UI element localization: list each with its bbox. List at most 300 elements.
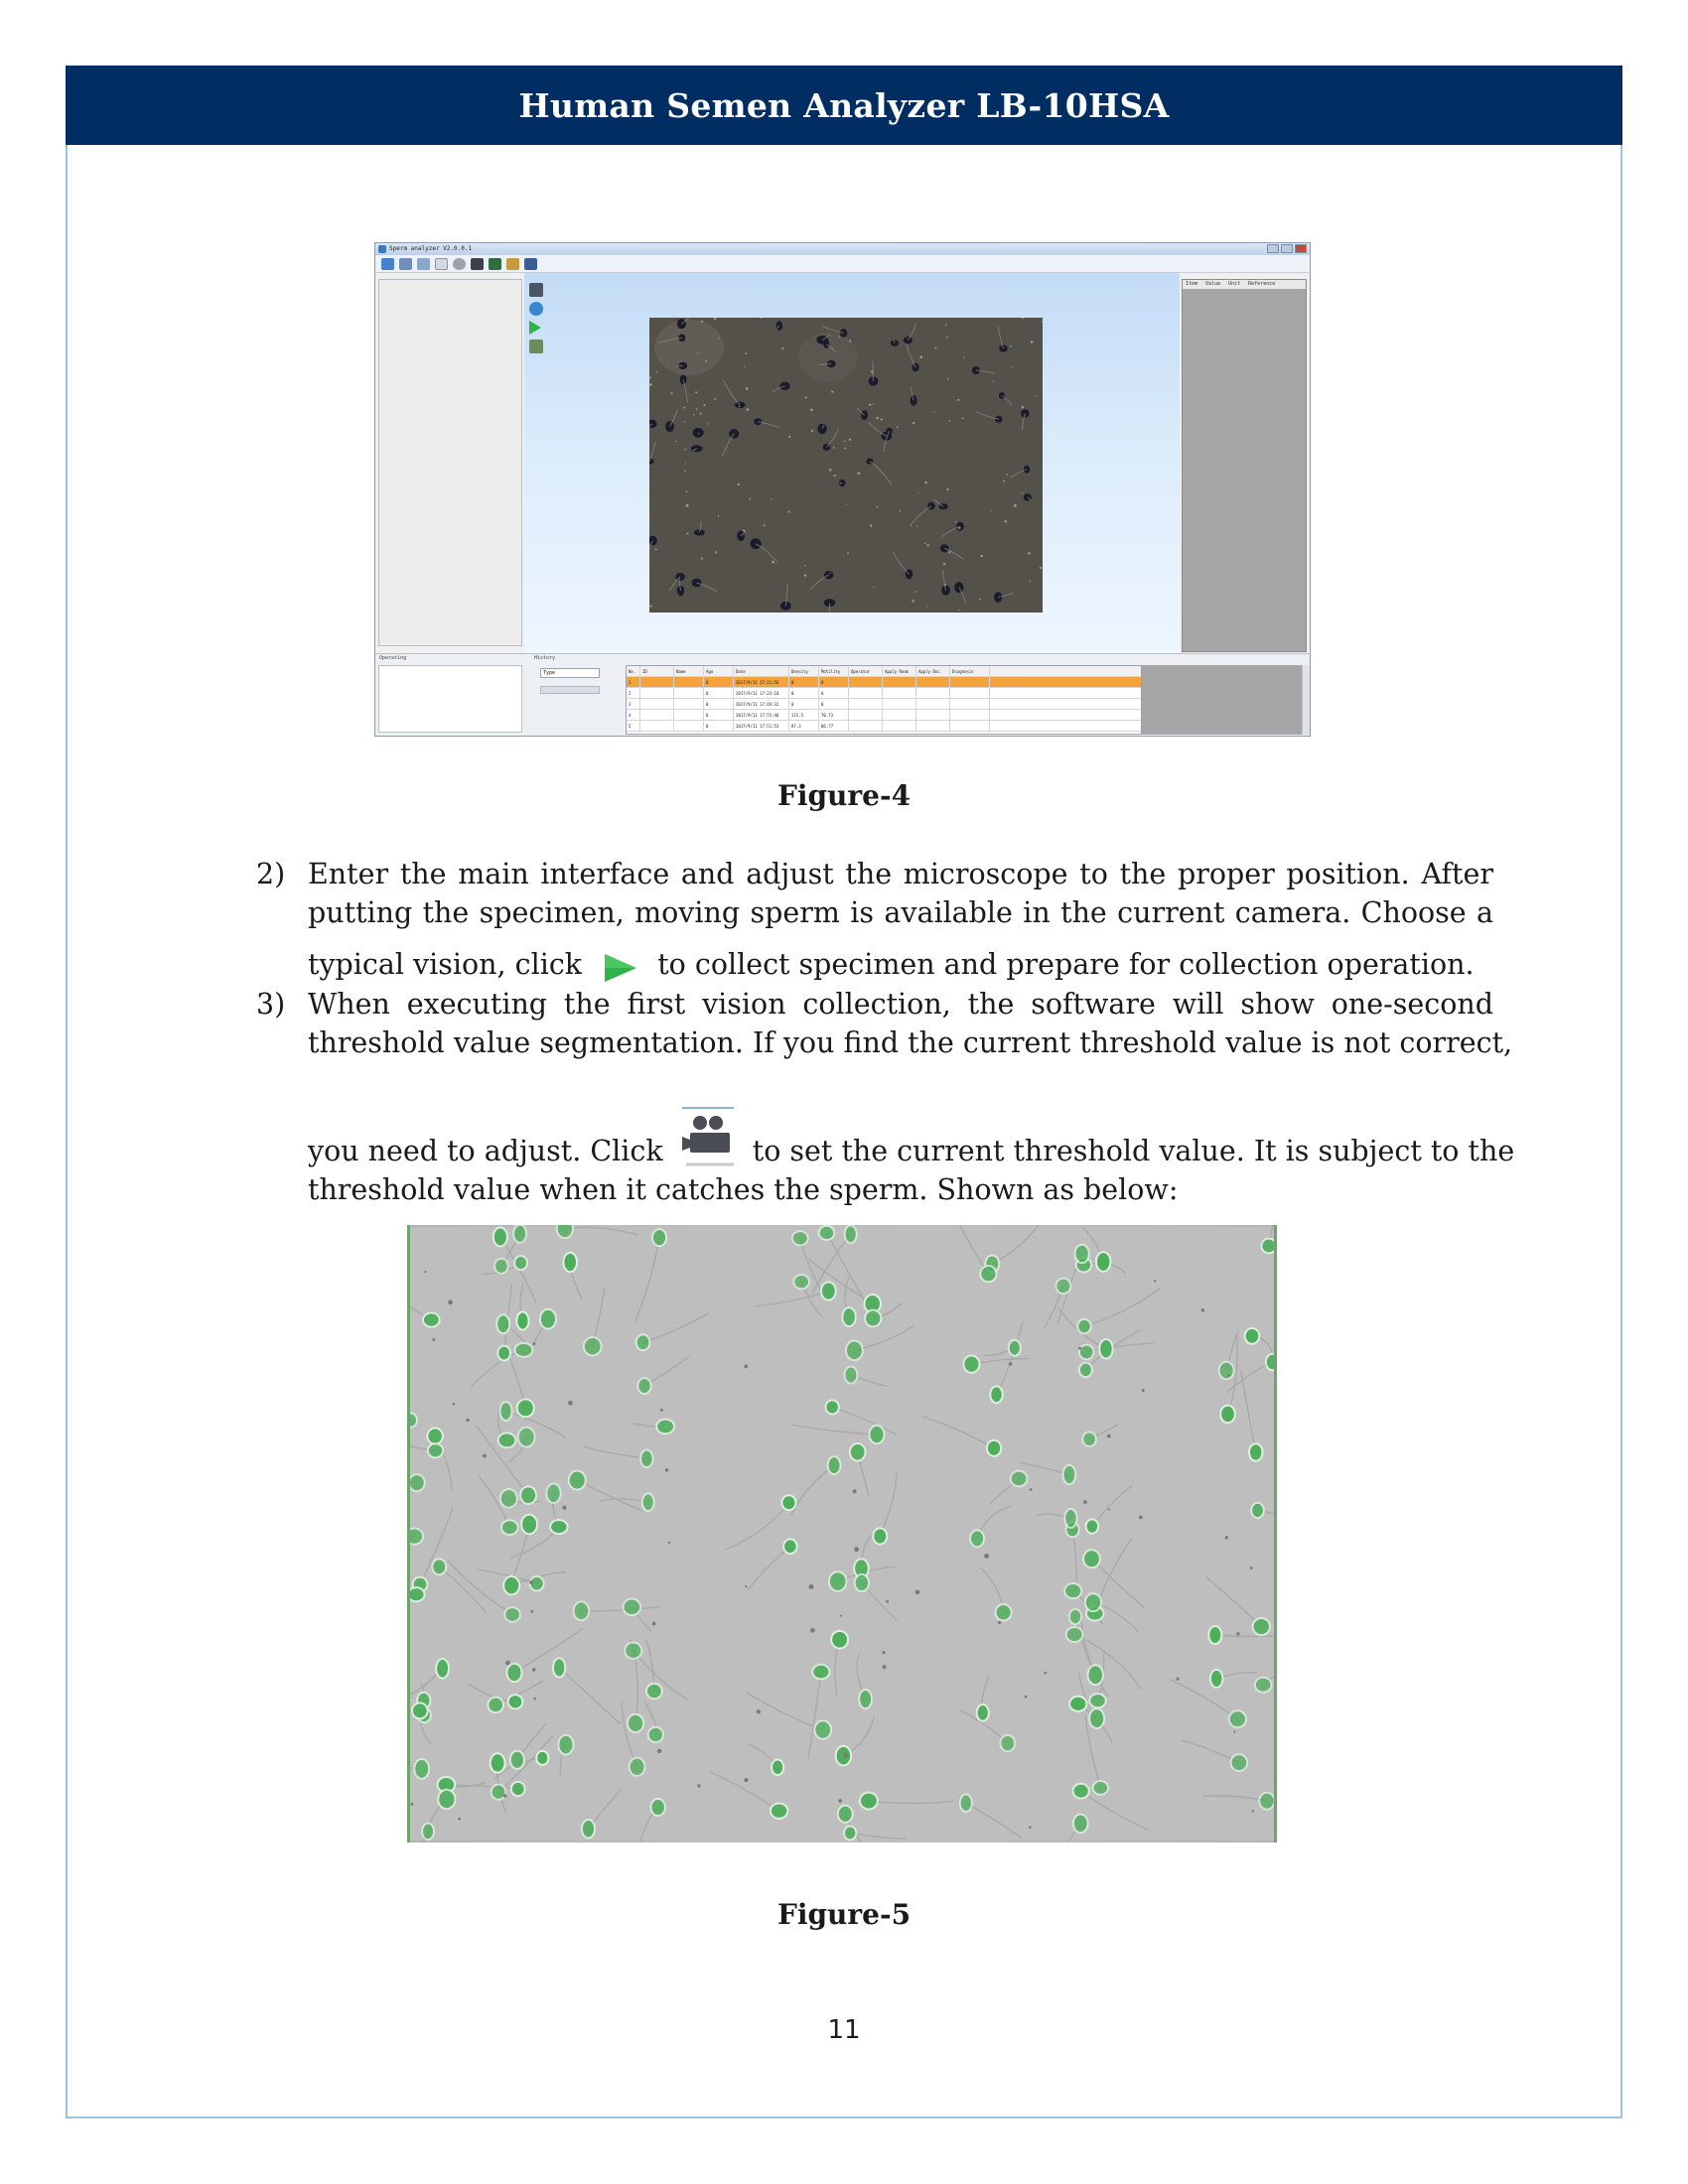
query-button bbox=[540, 686, 600, 694]
debris-particle bbox=[914, 591, 915, 592]
debris-particle bbox=[1233, 1730, 1235, 1732]
record-icon bbox=[453, 258, 466, 270]
table-cell: 0 bbox=[704, 688, 734, 698]
col-reference: Reference bbox=[1248, 281, 1276, 287]
table-cell: 2017/9/11 17:23:10 bbox=[734, 688, 789, 698]
sperm-head-highlight bbox=[650, 1799, 665, 1816]
sperm-head-highlight bbox=[793, 1275, 809, 1289]
sperm-head bbox=[1021, 409, 1030, 417]
debris-particle bbox=[568, 1401, 573, 1406]
sperm-head-highlight bbox=[498, 1433, 516, 1447]
debris-particle bbox=[838, 1799, 842, 1803]
table-row bbox=[627, 721, 1141, 732]
sperm-head-highlight bbox=[511, 1782, 525, 1796]
sperm-head-highlight bbox=[422, 1824, 434, 1840]
debris-particle bbox=[649, 606, 651, 608]
sperm-head-highlight bbox=[980, 1266, 996, 1282]
sperm-head bbox=[818, 424, 827, 435]
debris-particle bbox=[958, 610, 959, 611]
sperm-head-highlight bbox=[1072, 1784, 1088, 1799]
sperm-head-highlight bbox=[521, 1515, 537, 1535]
debris-particle bbox=[684, 449, 686, 451]
table-cell bbox=[640, 688, 674, 698]
camera-icon bbox=[678, 1105, 738, 1174]
sperm-head-highlight bbox=[842, 1307, 856, 1326]
debris-particle bbox=[424, 1271, 426, 1273]
table-cell: Density bbox=[789, 666, 819, 676]
debris-particle bbox=[840, 1615, 842, 1617]
table-cell: 0 bbox=[789, 677, 819, 687]
debris-particle bbox=[962, 417, 964, 419]
debris-particle bbox=[920, 355, 923, 358]
sperm-head bbox=[776, 321, 782, 331]
sperm-head-highlight bbox=[829, 1571, 846, 1591]
debris-particle bbox=[811, 430, 813, 432]
debris-particle bbox=[844, 441, 846, 443]
table-cell: 0 bbox=[704, 677, 734, 687]
col-value: Value bbox=[1205, 281, 1221, 287]
debris-particle bbox=[764, 524, 766, 526]
sperm-head-highlight bbox=[558, 1735, 573, 1755]
sperm-head-highlight bbox=[506, 1664, 521, 1682]
sperm-head-highlight bbox=[637, 1378, 650, 1394]
debris-particle bbox=[655, 549, 657, 551]
table-row bbox=[627, 688, 1141, 699]
monitor-icon bbox=[381, 258, 394, 270]
minimize-icon bbox=[1267, 244, 1279, 253]
debris-particle bbox=[652, 1622, 656, 1626]
debris-particle bbox=[1010, 345, 1012, 347]
header-bar bbox=[66, 66, 1622, 145]
sperm-head-highlight bbox=[1077, 1319, 1091, 1334]
debris-particle bbox=[829, 469, 832, 472]
sample-list-panel bbox=[378, 279, 522, 646]
debris-particle bbox=[743, 530, 745, 532]
debris-particle bbox=[809, 1584, 814, 1589]
sperm-head-highlight bbox=[642, 1493, 654, 1511]
debris-particle bbox=[882, 1665, 886, 1669]
history-side-panel bbox=[1142, 665, 1307, 735]
debris-particle bbox=[697, 351, 698, 352]
table-cell: 2017/9/11 17:51:53 bbox=[734, 721, 789, 731]
table-cell: 1 bbox=[627, 677, 640, 687]
debris-particle bbox=[788, 436, 790, 438]
sperm-head-highlight bbox=[625, 1642, 641, 1658]
sperm-head-highlight bbox=[640, 1449, 653, 1467]
debris-particle bbox=[739, 406, 741, 408]
sperm-head bbox=[691, 445, 703, 452]
debris-particle bbox=[849, 439, 851, 441]
sperm-head-highlight bbox=[865, 1310, 881, 1327]
sperm-head-highlight bbox=[1064, 1509, 1076, 1528]
sperm-head-highlight bbox=[845, 1225, 857, 1243]
debris-particle bbox=[1142, 1389, 1145, 1392]
table-cell bbox=[674, 688, 704, 698]
debris-particle bbox=[833, 447, 835, 449]
sperm-head-highlight bbox=[1086, 1519, 1099, 1533]
operating-label: Operating bbox=[379, 655, 407, 661]
debris-particle bbox=[1042, 322, 1043, 323]
sperm-head-highlight bbox=[977, 1705, 989, 1721]
debris-particle bbox=[676, 441, 677, 442]
sperm-head-highlight bbox=[812, 1665, 829, 1680]
debris-particle bbox=[804, 575, 806, 577]
debris-particle bbox=[984, 1554, 989, 1559]
side-toolbar bbox=[529, 283, 545, 353]
sperm-head-highlight bbox=[624, 1599, 641, 1615]
debris-particle bbox=[1003, 480, 1005, 482]
sperm-head-highlight bbox=[501, 1520, 518, 1535]
refresh-icon bbox=[529, 302, 543, 316]
sperm-head-highlight bbox=[970, 1530, 984, 1547]
toolbar bbox=[375, 255, 1310, 273]
list-number: 2) bbox=[256, 858, 286, 890]
sperm-head-highlight bbox=[414, 1759, 429, 1779]
sperm-head-highlight bbox=[844, 1367, 857, 1384]
table-row bbox=[627, 699, 1141, 710]
debris-particle bbox=[934, 347, 936, 349]
sperm-head-highlight bbox=[1249, 1443, 1263, 1460]
debris-particle bbox=[1154, 1280, 1156, 1282]
table-cell bbox=[640, 677, 674, 687]
app-icon bbox=[378, 245, 386, 253]
sperm-head-highlight bbox=[514, 1256, 527, 1270]
debris-particle bbox=[1201, 1308, 1204, 1311]
debris-particle bbox=[1007, 474, 1009, 476]
sperm-head-highlight bbox=[1259, 1793, 1274, 1810]
table-cell: No. bbox=[627, 666, 640, 676]
sperm-head-highlight bbox=[510, 1751, 524, 1769]
table-cell: 0 bbox=[704, 699, 734, 709]
history-scrollbar bbox=[1302, 665, 1310, 735]
table-cell bbox=[883, 688, 916, 698]
sperm-head-highlight bbox=[427, 1429, 442, 1444]
sperm-head-highlight bbox=[1220, 1406, 1235, 1423]
debris-particle bbox=[665, 1468, 668, 1471]
debris-particle bbox=[703, 404, 705, 406]
debris-particle bbox=[831, 390, 833, 392]
sperm-head-highlight bbox=[1093, 1781, 1108, 1795]
sperm-head-highlight bbox=[553, 1658, 565, 1677]
figure-5-caption: Figure-5 bbox=[776, 1898, 912, 1931]
debris-particle bbox=[1040, 567, 1042, 569]
debris-particle bbox=[834, 475, 836, 477]
debris-particle bbox=[718, 515, 720, 517]
debris-particle bbox=[684, 471, 686, 473]
table-cell: Operator bbox=[849, 666, 883, 676]
sperm-head-highlight bbox=[646, 1684, 662, 1699]
debris-particle bbox=[1227, 1375, 1230, 1378]
window-title-bar bbox=[375, 243, 1310, 255]
debris-particle bbox=[1031, 341, 1034, 343]
sperm-head-highlight bbox=[1245, 1328, 1260, 1344]
sperm-head-highlight bbox=[1064, 1583, 1081, 1598]
debris-particle bbox=[1030, 1488, 1033, 1491]
debris-particle bbox=[747, 408, 750, 411]
sperm-head-highlight bbox=[513, 1225, 526, 1243]
sperm-head-highlight bbox=[508, 1695, 523, 1708]
debris-particle bbox=[660, 1409, 663, 1412]
sperm-head-highlight bbox=[1229, 1710, 1246, 1727]
table-cell: 86.77 bbox=[819, 721, 849, 731]
table-cell: 87.3 bbox=[789, 721, 819, 731]
sperm-head-highlight bbox=[1089, 1694, 1105, 1707]
debris-particle bbox=[757, 1709, 761, 1713]
debris-particle bbox=[562, 1506, 566, 1510]
sperm-head-highlight bbox=[1069, 1609, 1081, 1624]
sperm-head-highlight bbox=[819, 1226, 834, 1240]
sperm-head-highlight bbox=[869, 1426, 884, 1443]
sperm-head-highlight bbox=[772, 1760, 783, 1775]
debris-particle bbox=[805, 396, 807, 398]
tools-icon bbox=[471, 258, 484, 270]
table-cell: 0 bbox=[789, 688, 819, 698]
sperm-head-highlight bbox=[423, 1312, 440, 1326]
sperm-head-highlight bbox=[540, 1309, 556, 1329]
debris-particle bbox=[873, 587, 874, 588]
debris-particle bbox=[912, 600, 914, 603]
debris-particle bbox=[705, 360, 707, 362]
page-number: 11 bbox=[827, 2015, 861, 2045]
debris-particle bbox=[503, 1794, 507, 1798]
sperm-head-highlight bbox=[873, 1528, 887, 1544]
sperm-head bbox=[904, 337, 913, 343]
sperm-head-highlight bbox=[636, 1334, 650, 1350]
debris-particle bbox=[657, 1749, 662, 1754]
figure-4-screenshot bbox=[374, 242, 1311, 737]
debris-particle bbox=[981, 555, 983, 557]
debris-particle bbox=[687, 533, 689, 535]
debris-particle bbox=[1107, 1434, 1111, 1438]
sperm-head bbox=[1024, 466, 1030, 474]
step-2-text-a: typical vision, click bbox=[308, 948, 583, 981]
sperm-head-highlight bbox=[1063, 1465, 1076, 1484]
sperm-head-highlight bbox=[855, 1574, 869, 1591]
figure-4-caption: Figure-4 bbox=[776, 779, 912, 812]
debris-particle bbox=[744, 1778, 748, 1782]
table-cell bbox=[640, 710, 674, 720]
debris-particle bbox=[810, 1628, 815, 1633]
image-icon bbox=[417, 258, 430, 270]
debris-particle bbox=[945, 324, 947, 326]
sperm-head-highlight bbox=[409, 1474, 425, 1491]
debris-particle bbox=[990, 510, 991, 511]
debris-particle bbox=[926, 544, 928, 546]
table-cell: Date bbox=[734, 666, 789, 676]
table-cell: 115.5 bbox=[789, 710, 819, 720]
table-cell bbox=[950, 677, 990, 687]
sperm-head-highlight bbox=[407, 1413, 417, 1428]
debris-particle bbox=[916, 525, 917, 526]
table-cell: 70.73 bbox=[819, 710, 849, 720]
sperm-head-highlight bbox=[491, 1753, 505, 1772]
debris-particle bbox=[924, 481, 927, 484]
debris-particle bbox=[411, 1803, 414, 1806]
sperm-head-highlight bbox=[574, 1601, 590, 1620]
sperm-head-highlight bbox=[546, 1484, 560, 1503]
sperm-head-highlight bbox=[1079, 1363, 1092, 1378]
sperm-tail bbox=[678, 365, 683, 366]
analyze-icon bbox=[529, 340, 543, 353]
debris-particle bbox=[849, 340, 851, 341]
step-2-line-3 bbox=[308, 945, 1493, 984]
debris-particle bbox=[787, 510, 789, 512]
debris-particle bbox=[1022, 406, 1025, 409]
sperm-head-highlight bbox=[859, 1690, 872, 1708]
sperm-head-highlight bbox=[536, 1751, 548, 1765]
step-3-line-4: threshold value when it catches the sperm. Shown as below: bbox=[308, 1173, 1179, 1206]
table-cell bbox=[674, 710, 704, 720]
sperm-head-highlight bbox=[844, 1826, 856, 1840]
debris-particle bbox=[1029, 1826, 1032, 1829]
sperm-head bbox=[693, 428, 704, 438]
debris-particle bbox=[483, 1454, 487, 1458]
debris-particle bbox=[693, 414, 694, 415]
debris-particle bbox=[505, 1661, 510, 1666]
table-row bbox=[627, 710, 1141, 721]
debris-particle bbox=[696, 408, 698, 410]
sperm-head-highlight bbox=[821, 1282, 836, 1299]
sperm-head-highlight bbox=[990, 1386, 1003, 1403]
sperm-head-highlight bbox=[792, 1231, 808, 1245]
step-3-line-3 bbox=[308, 1105, 1515, 1170]
sperm-head-highlight bbox=[1074, 1245, 1088, 1263]
sperm-head-highlight bbox=[1055, 1279, 1070, 1294]
sperm-head-highlight bbox=[1000, 1735, 1015, 1751]
debris-particle bbox=[771, 498, 772, 499]
step-3-line-1: When executing the first vision collection, the software will show one-second bbox=[308, 988, 1493, 1021]
sperm-head bbox=[754, 418, 762, 425]
debris-particle bbox=[1225, 1536, 1228, 1539]
history-table bbox=[626, 665, 1142, 735]
table-cell bbox=[950, 710, 990, 720]
debris-particle bbox=[1250, 1567, 1253, 1570]
debris-particle bbox=[934, 411, 935, 412]
debris-particle bbox=[926, 606, 927, 607]
debris-particle bbox=[686, 504, 689, 507]
debris-particle bbox=[804, 565, 805, 566]
table-cell bbox=[950, 688, 990, 698]
table-cell bbox=[916, 699, 950, 709]
debris-particle bbox=[744, 366, 745, 367]
debris-particle bbox=[1251, 1810, 1253, 1812]
debris-particle bbox=[683, 407, 685, 409]
table-cell bbox=[883, 699, 916, 709]
step-3-text-b: to set the current threshold value. It is subject to the bbox=[752, 1135, 1515, 1167]
sperm-head-highlight bbox=[836, 1746, 851, 1765]
sperm-head-highlight bbox=[831, 1631, 848, 1649]
green-play-icon bbox=[597, 948, 642, 990]
debris-particle bbox=[685, 463, 686, 464]
sperm-head-highlight bbox=[584, 1337, 602, 1355]
sperm-head-highlight bbox=[436, 1659, 449, 1679]
sperm-head-highlight bbox=[652, 1229, 666, 1246]
sperm-head bbox=[665, 421, 674, 432]
report-icon bbox=[399, 258, 412, 270]
sperm-head-highlight bbox=[825, 1400, 839, 1414]
debris-particle bbox=[744, 1364, 748, 1368]
table-cell bbox=[640, 699, 674, 709]
sperm-head-highlight bbox=[1069, 1697, 1086, 1711]
table-cell bbox=[674, 677, 704, 687]
sperm-head-highlight bbox=[1079, 1345, 1094, 1360]
debris-particle bbox=[1014, 504, 1017, 507]
sperm-head-highlight bbox=[1261, 1239, 1276, 1254]
table-cell bbox=[849, 710, 883, 720]
sperm-head-highlight bbox=[628, 1714, 643, 1732]
debris-particle bbox=[870, 524, 872, 526]
sperm-head-highlight bbox=[1266, 1354, 1277, 1370]
step-2-line-1: Enter the main interface and adjust the microscope to the proper position. After bbox=[308, 858, 1493, 890]
sperm-head-highlight bbox=[1011, 1471, 1028, 1487]
debris-particle bbox=[810, 409, 813, 412]
sperm-head-highlight bbox=[846, 1341, 863, 1361]
debris-particle bbox=[529, 1580, 533, 1584]
sperm-head-highlight bbox=[656, 1420, 674, 1434]
sperm-head-highlight bbox=[814, 1720, 831, 1738]
debris-particle bbox=[701, 321, 703, 323]
sperm-head-highlight bbox=[412, 1703, 428, 1718]
col-item: Item bbox=[1186, 281, 1198, 287]
sperm-head-highlight bbox=[504, 1607, 520, 1622]
debris-particle bbox=[844, 448, 846, 450]
sperm-head-highlight bbox=[514, 1343, 532, 1357]
debris-particle bbox=[858, 472, 861, 475]
sperm-head-highlight bbox=[550, 1520, 567, 1534]
table-cell bbox=[916, 721, 950, 731]
history-label: History bbox=[534, 655, 556, 661]
sperm-head-highlight bbox=[493, 1227, 507, 1246]
debris-particle bbox=[432, 1338, 435, 1341]
list-body bbox=[308, 855, 1493, 984]
sperm-head bbox=[680, 375, 687, 385]
sperm-head-highlight bbox=[494, 1259, 508, 1274]
debris-particle bbox=[847, 552, 849, 554]
table-cell bbox=[883, 710, 916, 720]
operating-box bbox=[378, 665, 522, 733]
debris-particle bbox=[924, 543, 925, 544]
table-cell: 0 bbox=[704, 710, 734, 720]
debris-particle bbox=[1108, 1508, 1110, 1510]
sperm-head bbox=[956, 522, 964, 531]
table-cell bbox=[883, 677, 916, 687]
users-icon bbox=[489, 258, 501, 270]
sperm-head-highlight bbox=[428, 1443, 443, 1457]
table-cell: 2 bbox=[627, 688, 640, 698]
debris-particle bbox=[998, 1621, 1001, 1624]
microscope-live-image bbox=[649, 318, 1043, 613]
sperm-head-highlight bbox=[432, 1559, 446, 1574]
sperm-head-highlight bbox=[1096, 1252, 1111, 1272]
sperm-head-highlight bbox=[1208, 1626, 1221, 1644]
table-cell bbox=[950, 699, 990, 709]
table-cell bbox=[640, 721, 674, 731]
sperm-head-highlight bbox=[860, 1793, 878, 1810]
sperm-head-highlight bbox=[781, 1495, 795, 1510]
debris-particle bbox=[873, 403, 874, 404]
debris-particle bbox=[1022, 492, 1023, 493]
table-cell bbox=[916, 677, 950, 687]
sperm-head-highlight bbox=[1009, 1340, 1021, 1356]
debris-particle bbox=[466, 1419, 470, 1423]
sperm-head-highlight bbox=[783, 1539, 797, 1554]
sperm-head-highlight bbox=[488, 1698, 503, 1712]
step-3-text-a: you need to adjust. Click bbox=[308, 1135, 663, 1167]
sperm-head-highlight bbox=[630, 1758, 645, 1776]
table-cell bbox=[849, 699, 883, 709]
debris-particle bbox=[453, 1403, 456, 1406]
table-cell: Diagnosis bbox=[950, 666, 990, 676]
